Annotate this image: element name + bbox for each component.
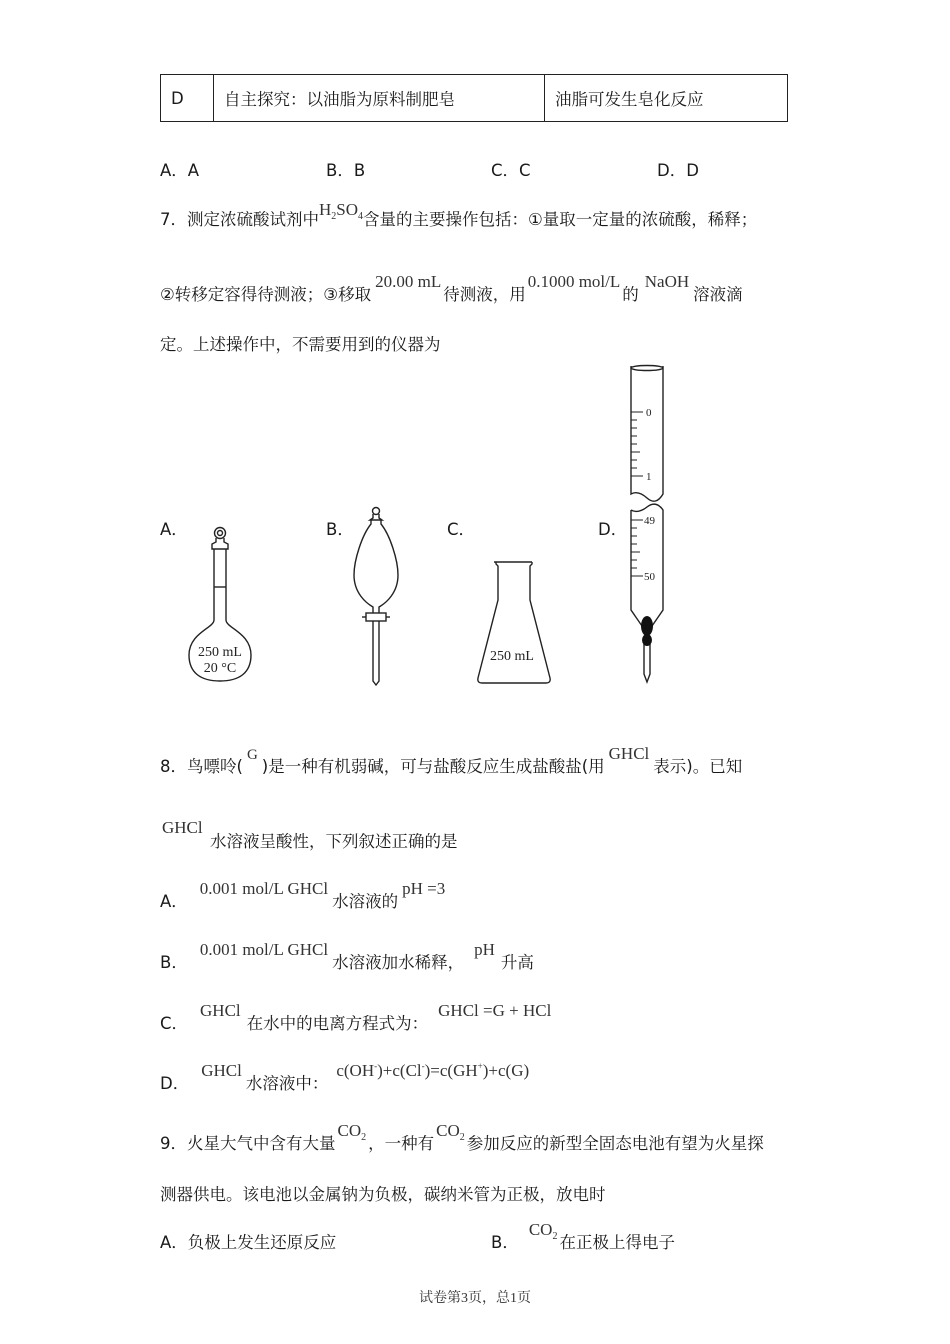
volume-value: 20.00 mL xyxy=(375,272,442,291)
q8-text1: )是一种有机弱碱，可与盐酸反应生成盐酸盐(用 xyxy=(261,757,605,776)
flask-a-temperature: 20 °C xyxy=(203,661,237,676)
q7-text2a: ②转移定容得待测液；③移取 xyxy=(160,285,372,304)
q8-option-a-label: A． xyxy=(160,892,188,911)
q8-d-ghcl: GHCl xyxy=(201,1061,242,1080)
table-cell-letter: D xyxy=(161,75,214,122)
q8-c-ghcl: GHCl xyxy=(200,1001,241,1020)
q9-option-b-label: B． xyxy=(491,1233,519,1252)
naoh-formula: NaOH xyxy=(644,272,690,291)
q9-text1: ，一种有 xyxy=(368,1134,435,1153)
q8-c-text: 在水中的电离方程式为： xyxy=(246,1014,429,1033)
burette-mark-49: 49 xyxy=(644,515,655,527)
q8-a-text: 水溶液的 xyxy=(332,892,399,911)
q8-c-equation: GHCl =G + HCl xyxy=(438,1001,552,1020)
q7-text2d: 溶液滴 xyxy=(693,285,743,304)
q7-option-b-label[interactable]: B． xyxy=(326,520,354,539)
burette-mark-0: 0 xyxy=(646,407,652,419)
burette-stopcock xyxy=(641,616,653,636)
q8-option-c-label: C． xyxy=(160,1014,189,1033)
page-footer: 试卷第3页，总1页 xyxy=(419,1291,531,1306)
concentration-value: 0.1000 mol/L xyxy=(527,272,621,291)
burette-mark-1: 1 xyxy=(646,471,652,483)
q8-stem-line1 xyxy=(160,744,743,778)
q8-b-expression: 0.001 mol/L GHCl xyxy=(199,940,329,959)
q7-option-c-label[interactable]: C． xyxy=(447,520,476,539)
conical-flask-icon xyxy=(474,560,554,686)
burette-mark-50: 50 xyxy=(644,571,655,583)
q8-option-d-label: D． xyxy=(160,1074,190,1093)
q7-text2c: 的 xyxy=(622,285,639,304)
q7-prefix: 7．测定浓硫酸试剂中 xyxy=(160,210,319,229)
co2-formula: $CO_2$ xyxy=(337,1121,367,1143)
q8-stem-line2: 水溶液呈酸性，下列叙述正确的是 xyxy=(210,832,458,851)
q8-b-ph: pH xyxy=(474,940,495,959)
q8-text1b: 表示)。已知 xyxy=(653,757,743,776)
q8-option-d[interactable] xyxy=(160,1061,530,1096)
answer-table-row-d xyxy=(160,74,788,122)
q7-option-a-label[interactable]: A． xyxy=(160,520,188,539)
separatory-funnel-icon xyxy=(348,505,404,687)
q9-text1b: 参加反应的新型全固态电池有望为火星探 xyxy=(466,1134,764,1153)
flask-a-capacity: 250 mL xyxy=(198,645,242,660)
q8-b-text: 水溶液加水稀释， xyxy=(332,953,465,972)
q8-option-b[interactable] xyxy=(160,940,534,973)
q7-text1: 含量的主要操作包括：①量取一定量的浓硫酸，稀释； xyxy=(363,210,758,229)
burette-icon xyxy=(622,364,672,688)
ghcl-formula-line2: GHCl xyxy=(162,818,203,837)
table-cell-activity: 自主探究：以油脂为原料制肥皂 xyxy=(214,75,545,122)
q8-a-ph: pH =3 xyxy=(402,879,446,898)
q8-option-b-label: B． xyxy=(160,953,188,972)
guanine-symbol: G xyxy=(246,747,258,763)
q6-option-b[interactable]: B．B xyxy=(326,161,366,180)
q9-b-text: 在正极上得电子 xyxy=(559,1233,675,1252)
q7-stem-line1 xyxy=(160,200,758,233)
q9-stem-line2: 测器供电。该电池以金属钠为负极，碳纳米管为正极，放电时 xyxy=(160,1185,606,1204)
q8-prefix: 8．鸟嘌呤( xyxy=(160,757,243,776)
co2-formula-2: $CO_2$ xyxy=(436,1121,465,1143)
volumetric-flask-icon xyxy=(185,525,255,687)
q9-stem-line1 xyxy=(160,1121,764,1157)
q8-d-text: 水溶液中： xyxy=(245,1074,329,1093)
q6-option-d[interactable]: D．D xyxy=(657,161,699,180)
h2so4-formula: $H_2SO_4$ xyxy=(319,200,364,222)
q7-text2b: 待测液，用 xyxy=(443,285,526,304)
q8-option-c[interactable] xyxy=(160,1001,552,1034)
q9-option-b[interactable] xyxy=(491,1220,675,1256)
q8-option-a[interactable] xyxy=(160,879,446,912)
q6-option-a[interactable]: A．A xyxy=(160,161,200,180)
co2-formula-3: $CO_2$ xyxy=(528,1220,558,1242)
q7-stem-line2 xyxy=(160,272,743,305)
charge-balance-equation: c(OH-)+c(Cl-)=c(GH+)+c(G) xyxy=(336,1061,530,1080)
q8-a-expression: 0.001 mol/L GHCl xyxy=(199,879,329,898)
flask-c-capacity: 250 mL xyxy=(490,649,534,664)
q8-b-text2: 升高 xyxy=(500,953,534,972)
q9-prefix: 9．火星大气中含有大量 xyxy=(160,1134,336,1153)
q7-option-d-label[interactable]: D． xyxy=(598,520,628,539)
table-cell-knowledge: 油脂可发生皂化反应 xyxy=(545,75,788,122)
q6-option-c[interactable]: C．C xyxy=(491,161,531,180)
q9-option-a[interactable]: A．负极上发生还原反应 xyxy=(160,1233,337,1252)
ghcl-formula: GHCl xyxy=(608,744,650,763)
q7-stem-line3: 定。上述操作中，不需要用到的仪器为 xyxy=(160,335,441,354)
